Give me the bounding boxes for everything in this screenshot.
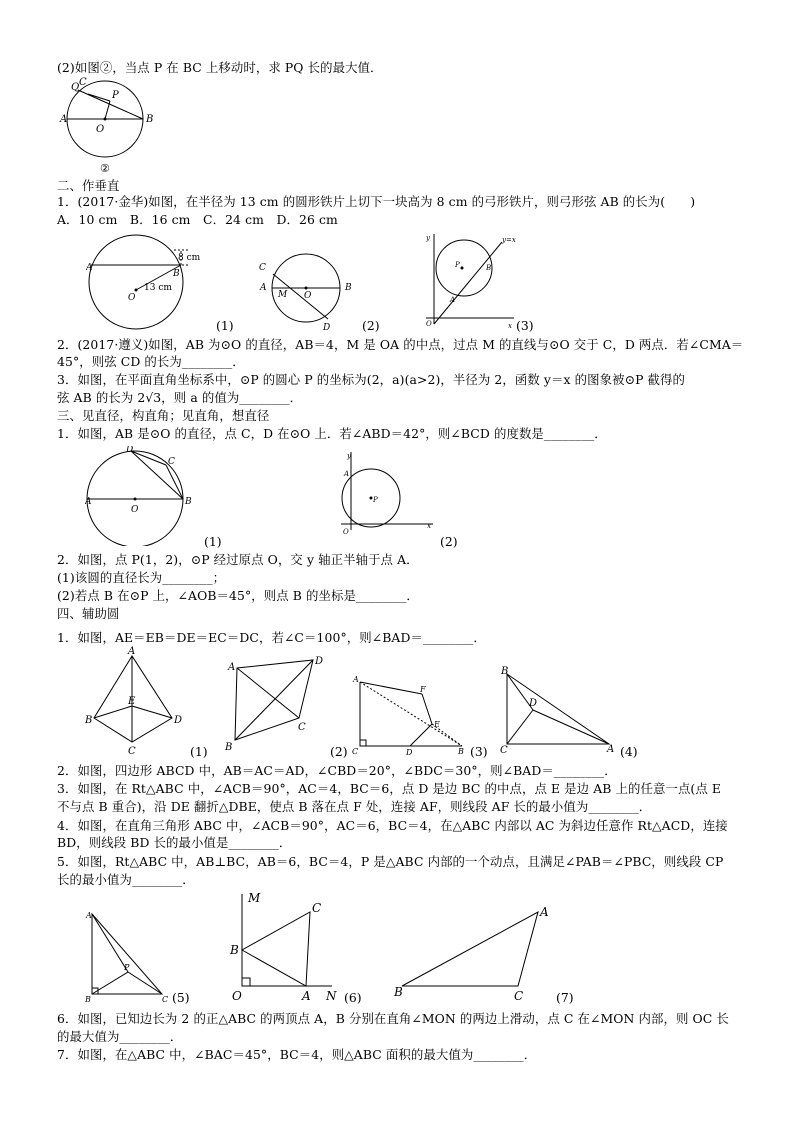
text-line: 2．如图，四边形 ABCD 中，AB＝AC＝AD，∠CBD＝20°，∠BDC＝30°，则∠BAD＝________． [57, 763, 617, 778]
figure-caption: (4) [620, 744, 638, 759]
svg-text:D: D [529, 698, 538, 709]
text-line: (2)如图②，当点 P 在 BC 上移动时，求 PQ 长的最大值． [57, 60, 383, 75]
svg-text:O: O [96, 124, 105, 135]
figure-caption: (2) [440, 534, 458, 549]
svg-text:Q: Q [71, 82, 80, 93]
svg-text:B: B [458, 747, 464, 756]
svg-text:P: P [455, 261, 460, 269]
figure-circle-axes [335, 446, 445, 536]
text-line: 1．如图，AE＝EB＝DE＝EC＝DC，若∠C＝100°，则∠BAD＝________． [57, 630, 486, 645]
svg-text:O: O [304, 291, 312, 301]
svg-text:8 cm: 8 cm [178, 253, 201, 263]
svg-text:y: y [426, 234, 430, 242]
svg-text:D: D [126, 446, 134, 455]
svg-text:E: E [434, 720, 440, 729]
svg-text:C: C [128, 746, 136, 757]
text-line: 2．(2017·遵义)如图，AB 为⊙O 的直径，AB＝4，M 是 OA 的中点，过点 M 的直线与⊙O 交于 C，D 两点．若∠CMA＝ [57, 337, 744, 352]
figure-caption: (1) [204, 534, 222, 549]
text-line: 弦 AB 的长为 2√3，则 a 的值为________． [57, 390, 303, 405]
svg-text:O: O [343, 528, 349, 536]
text-line: 2．如图，点 P(1，2)，⊙P 经过原点 O，交 y 轴正半轴于点 A． [57, 552, 419, 567]
figure-caption: (3) [516, 318, 534, 333]
svg-text:P: P [124, 963, 130, 972]
svg-text:O: O [128, 293, 136, 303]
section-heading: 三、见直径，构直角；见直角，想直径 [57, 408, 270, 423]
text-line: 的最大值为________． [57, 1029, 183, 1044]
svg-text:B: B [85, 715, 93, 726]
figure-diameter-angle [85, 446, 200, 546]
text-line: 4．如图，在直角三角形 ABC 中，∠ACB＝90°，AC＝6，BC＝4，在△ABC 内部以 AC 为斜边任意作 Rt△ACD，连接 [57, 818, 728, 833]
text-line: 1．如图，AB 是⊙O 的直径，点 C，D 在⊙O 上．若∠ABD＝42°，则∠BCD 的度数是________． [57, 426, 607, 441]
text-line: 6．如图，已知边长为 2 的正△ABC 的两顶点 A，B 分别在直角∠MON 的两边上滑动，点 C 在∠MON 内部，则 OC 长 [57, 1011, 729, 1026]
text-line: 长的最小值为________． [57, 872, 195, 887]
svg-text:B: B [225, 742, 233, 753]
figure-quad-abcd [225, 654, 335, 754]
svg-text:x: x [427, 522, 431, 530]
svg-text:O: O [426, 320, 432, 328]
figure-quad-e [82, 646, 190, 758]
figure-caption: (1) [190, 744, 208, 759]
svg-text:A: A [128, 646, 136, 657]
svg-text:C: C [312, 901, 322, 915]
text-line: 5．如图，Rt△ABC 中，AB⊥BC，AB＝6，BC＝4，P 是△ABC 内部的一个动点，且满足∠PAB＝∠PBC，则线段 CP [57, 854, 724, 869]
svg-text:M: M [248, 891, 261, 905]
svg-text:B: B [185, 497, 192, 507]
figure-triangle-d [497, 664, 622, 756]
figure-caption: (6) [344, 990, 362, 1005]
svg-text:C: C [168, 457, 175, 467]
svg-text:P: P [112, 90, 119, 101]
svg-text:A: A [85, 497, 92, 507]
answer-choices: A．10 cm B．16 cm C．24 cm D．26 cm [57, 212, 338, 227]
section-heading: 二、作垂直 [57, 178, 120, 193]
figure-right-angle-mon [228, 890, 348, 1008]
svg-text:C: C [500, 745, 508, 756]
text-line: 不与点 B 重合)，沿 DE 翻折△DBE，使点 B 落在点 F 处，连接 AF，则线段 AF 长的最小值为________． [57, 799, 652, 814]
svg-text:y=x: y=x [502, 236, 516, 244]
svg-text:y: y [347, 452, 351, 460]
text-line: 45°，则弦 CD 的长为________． [57, 354, 245, 369]
svg-text:A: A [86, 911, 92, 920]
figure-circle-pq [58, 76, 168, 176]
svg-text:O: O [232, 989, 242, 1003]
svg-text:D: D [174, 715, 183, 726]
figure-chord-segment [86, 230, 206, 335]
svg-text:A: A [302, 989, 311, 1003]
svg-text:C: C [514, 989, 524, 1003]
svg-text:B: B [501, 666, 509, 677]
svg-text:B: B [486, 264, 492, 272]
svg-text:A: A [607, 744, 615, 755]
svg-text:A: A [60, 114, 68, 125]
text-line: 3．如图，在 Rt△ABC 中，∠ACB＝90°，AC＝4，BC＝6，点 D 是边 BC 的中点，点 E 是边 AB 上的任意一点(点 E [57, 781, 722, 796]
svg-text:C: C [162, 995, 169, 1004]
figure-caption: (2) [362, 318, 380, 333]
text-line: 7．如图，在△ABC 中，∠BAC＝45°，BC＝4，则△ABC 面积的最大值为________． [57, 1047, 537, 1062]
svg-text:A: A [353, 675, 359, 684]
text-line: 3．如图，在平面直角坐标系中，⊙P 的圆心 P 的坐标为(2，a)(a>2)，半径为 2，函数 y＝x 的图象被⊙P 截得的 [57, 372, 686, 387]
svg-text:B: B [146, 114, 154, 125]
svg-text:N: N [326, 989, 337, 1003]
svg-text:C: C [352, 747, 359, 756]
svg-text:A: A [86, 263, 93, 273]
svg-text:C: C [259, 263, 266, 273]
svg-text:13 cm: 13 cm [144, 283, 172, 293]
svg-text:P: P [373, 496, 378, 504]
figure-caption: (1) [216, 318, 234, 333]
figure-fold-triangle [350, 674, 475, 756]
text-line: 1．(2017·金华)如图，在半径为 13 cm 的圆形铁片上切下一块高为 8 cm 的弓形铁片，则弓形弦 AB 的长为( ) [57, 194, 696, 209]
svg-text:D: D [315, 656, 324, 667]
svg-text:B: B [173, 269, 180, 279]
figure-triangle-p [84, 908, 180, 1004]
text-line: BD，则线段 BD 长的最小值是________． [57, 835, 292, 850]
section-heading: 四、辅助圆 [57, 606, 120, 621]
svg-text:E: E [128, 696, 136, 707]
svg-text:F: F [420, 685, 426, 694]
svg-text:A: A [540, 905, 549, 919]
figure-caption: ② [100, 162, 110, 175]
text-line: (2)若点 B 在⊙P 上，∠AOB＝45°，则点 B 的坐标是________． [57, 588, 419, 603]
svg-text:B: B [394, 985, 403, 999]
svg-text:B: B [345, 283, 352, 293]
figure-caption: (5) [172, 990, 190, 1005]
svg-text:D: D [323, 323, 331, 332]
figure-caption: (3) [470, 744, 488, 759]
figure-caption: (7) [556, 990, 574, 1005]
figure-caption: (2) [330, 744, 348, 759]
svg-text:A: A [228, 662, 236, 673]
svg-text:M: M [278, 290, 288, 300]
figure-triangle-abc [392, 900, 562, 1004]
svg-text:A: A [260, 283, 267, 293]
svg-text:A: A [450, 296, 456, 304]
svg-text:B: B [85, 995, 91, 1004]
figure-circle-line [422, 230, 522, 330]
svg-text:O: O [131, 505, 139, 515]
svg-text:C: C [298, 722, 306, 733]
svg-text:D: D [406, 748, 413, 756]
svg-text:C: C [79, 77, 87, 88]
text-line: (1)该圆的直径长为________； [57, 570, 226, 585]
svg-text:B: B [230, 943, 239, 957]
svg-text:x: x [508, 322, 512, 330]
figure-circle-cd [253, 252, 363, 332]
svg-text:A: A [344, 470, 350, 478]
